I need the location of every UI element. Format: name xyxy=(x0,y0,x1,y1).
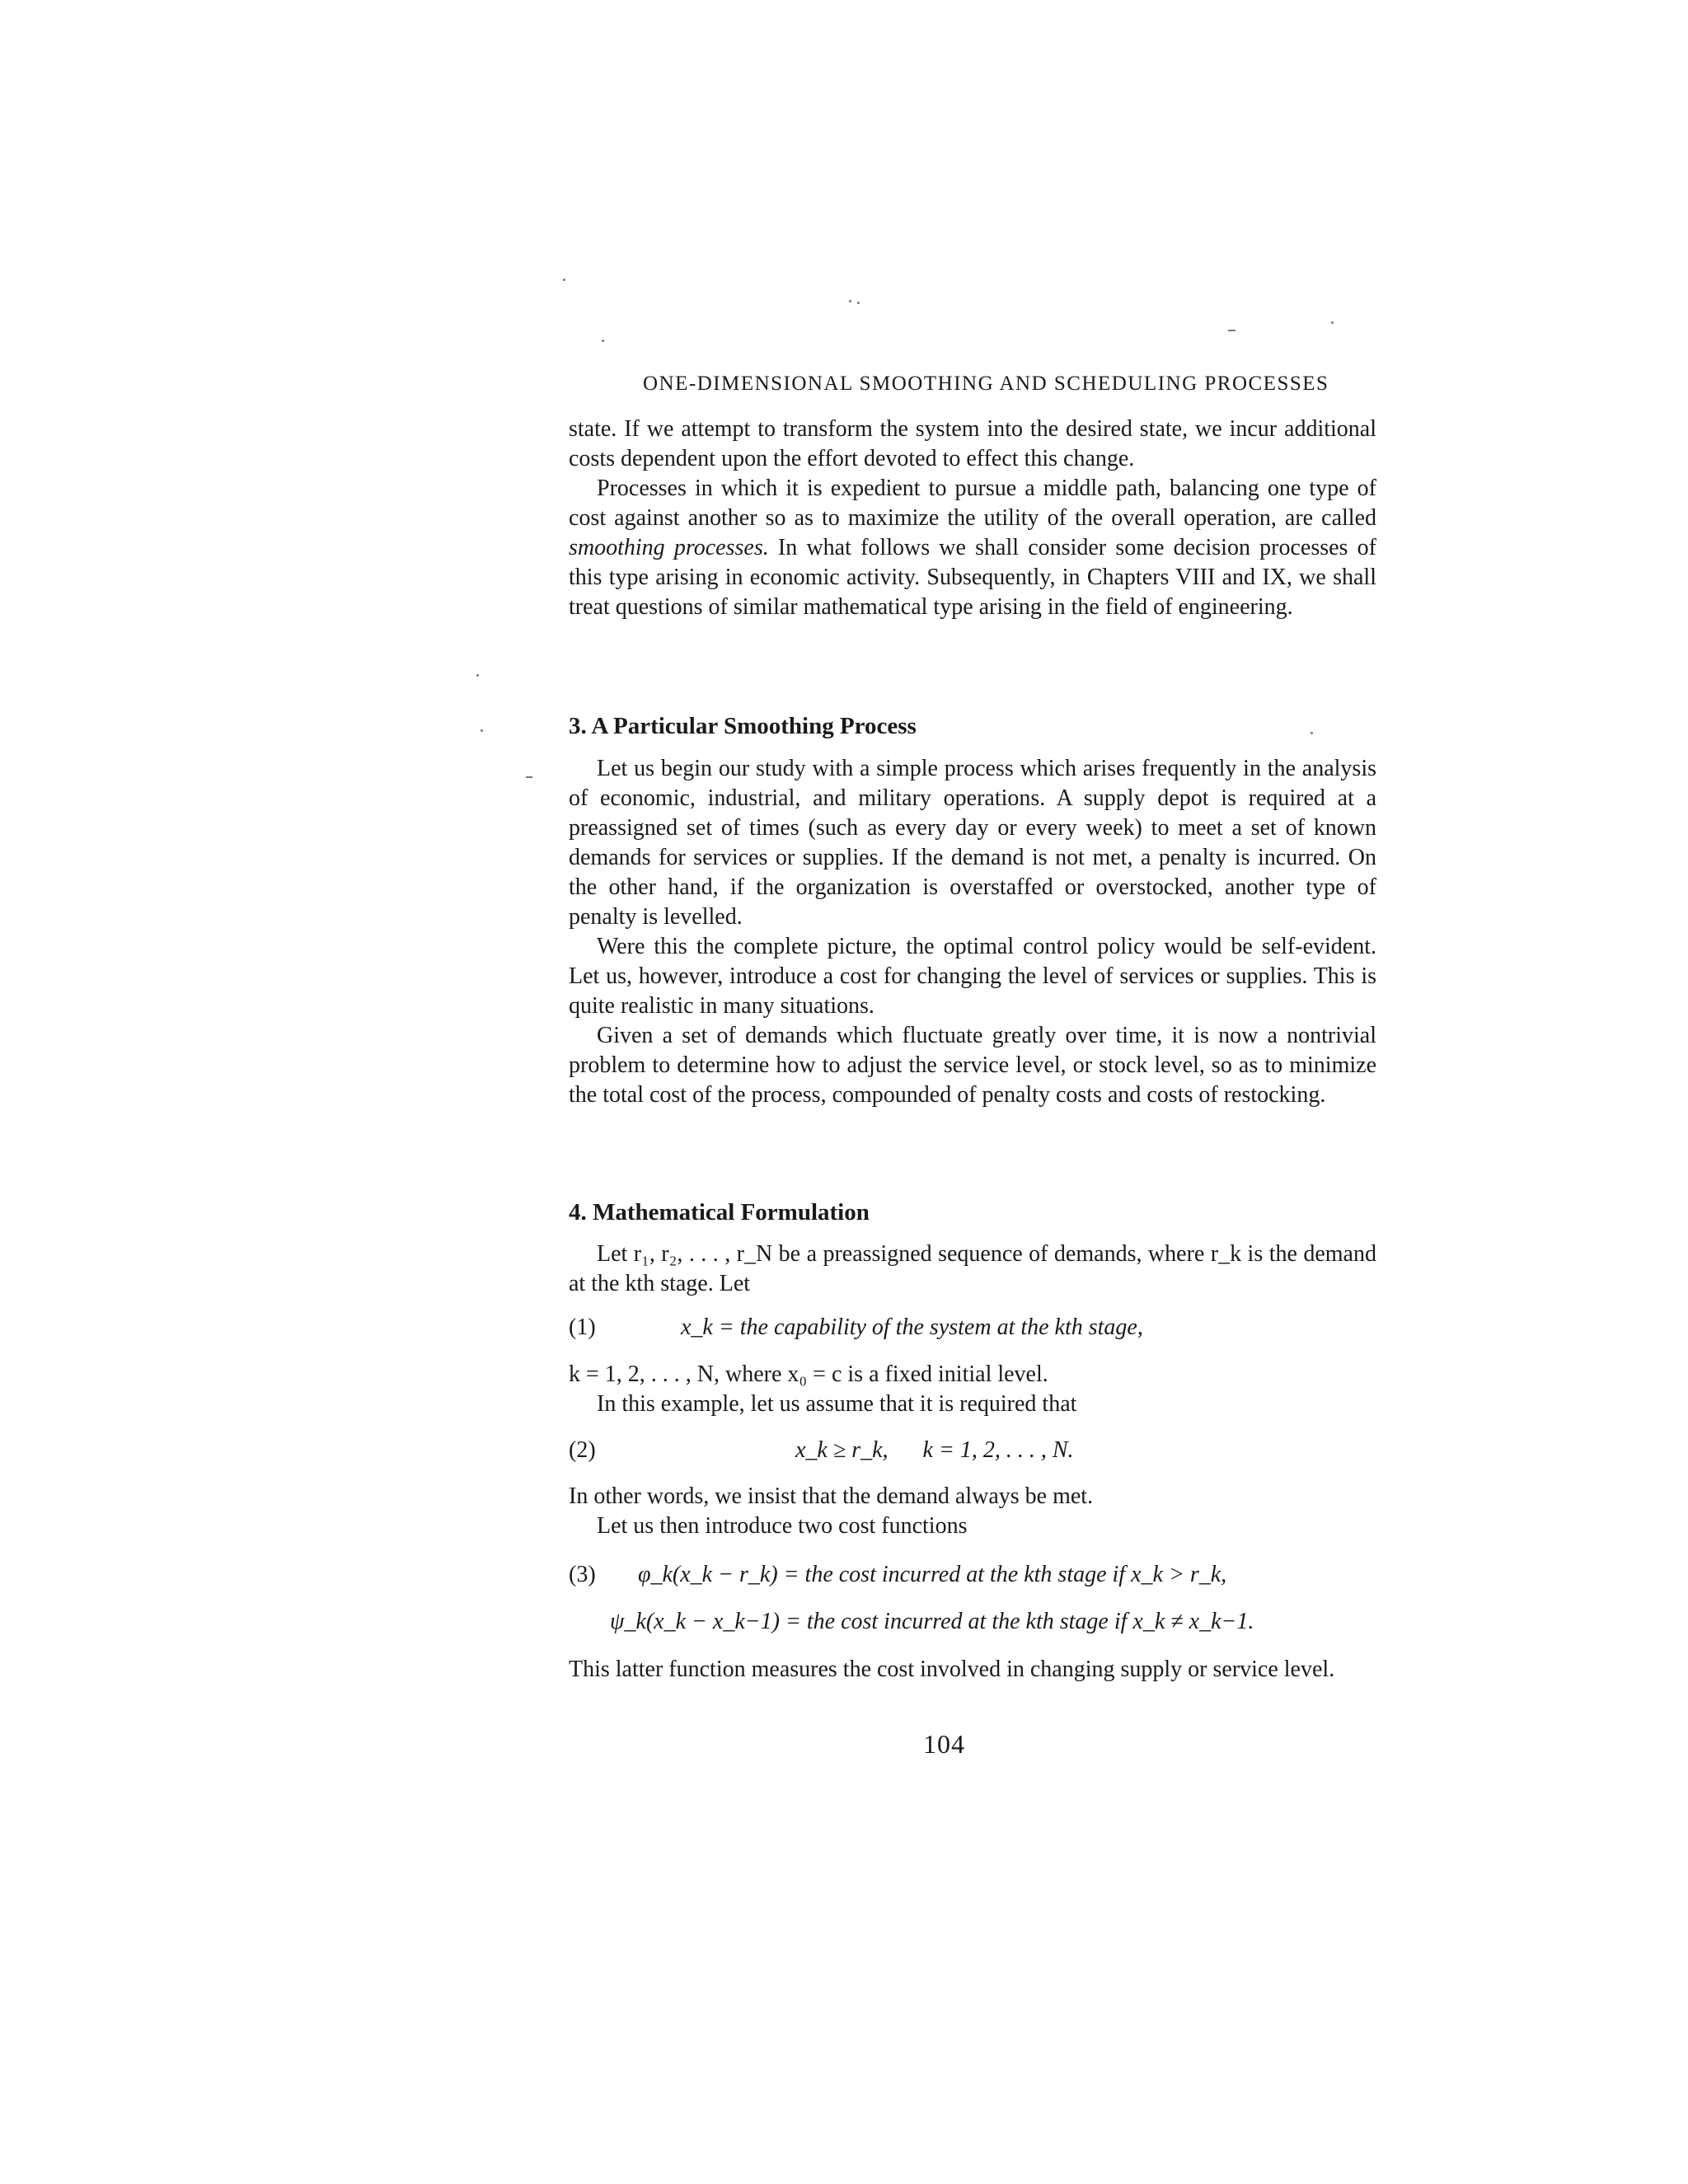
scan-speck xyxy=(526,776,532,778)
scan-speck xyxy=(849,300,851,302)
paragraph: state. If we attempt to transform the system into the desired state, we incur additional costs dependent upon the effort devoted to effect this change. xyxy=(569,416,1376,471)
paragraph: Were this the complete picture, the optimal control policy would be self-evident. Let us, however, introduce a cost for changing the level of services or supplies. This is quite realistic in many situations. xyxy=(569,934,1376,1019)
paragraph: Let us then introduce two cost functions xyxy=(597,1513,968,1539)
paragraph: Let us begin our study with a simple process which arises frequently in the analysis of economic, industrial, and military operations. A supply depot is required at a preassigned set of times (such as every day or every week) to meet a set of known demands for services or supplies. If the demand is not met, a penalty is incurred. On the other hand, if the organization is overstaffed or overstocked, another type of penalty is levelled. xyxy=(569,756,1376,930)
section-4-text xyxy=(569,1240,1376,1299)
scan-speck xyxy=(1331,321,1334,324)
text-run: In what follows we shall consider some decision processes of this type arising in economic activity. Subsequently, in Chapters VIII and IX, we shall treat questions of similar mathematical type arising in the field of engineering. xyxy=(569,535,1376,620)
paragraph: k = 1, 2, . . . , N, where x₀ = c is a fixed initial level. xyxy=(569,1361,1048,1387)
paragraph: Given a set of demands which fluctuate greatly over time, it is now a nontrivial problem to determine how to adjust the service level, or stock level, so as to minimize the total cost of the process, compounded of penalty costs and costs of restocking. xyxy=(569,1023,1376,1108)
paragraph: In other words, we insist that the demand always be met. xyxy=(569,1483,1094,1509)
intro-text xyxy=(569,415,1376,622)
scan-speck xyxy=(481,729,483,732)
section-heading-3: 3. A Particular Smoothing Process xyxy=(569,713,917,739)
section-heading-4: 4. Mathematical Formulation xyxy=(569,1199,870,1226)
section-3-text xyxy=(569,754,1376,1110)
scan-speck xyxy=(1228,330,1236,331)
scan-speck xyxy=(857,302,860,304)
equation-number: (3) xyxy=(569,1562,596,1587)
section-4-text xyxy=(569,1360,1376,1419)
paragraph: This latter function measures the cost involved in changing supply or service level. xyxy=(569,1657,1335,1682)
equation-body: φ_k(x_k − r_k) = the cost incurred at the kth stage if x_k > r_k, xyxy=(638,1562,1227,1587)
page-number: 104 xyxy=(923,1729,965,1759)
paragraph: Let r₁, r₂, . . . , r_N be a preassigned sequence of demands, where r_k is the demand at the kth stage. Let xyxy=(569,1241,1376,1296)
paragraph xyxy=(569,474,1376,622)
equation-body: x_k = the capability of the system at the kth stage, xyxy=(681,1315,1143,1340)
text-run: Processes in which it is expedient to pursue a middle path, balancing one type of cost against another so as to maximize the utility of the overall operation, are called xyxy=(569,476,1376,531)
section-4-text xyxy=(569,1655,1376,1685)
running-header: ONE-DIMENSIONAL SMOOTHING AND SCHEDULING PROCESSES xyxy=(643,373,1329,395)
equation-body: x_k ≥ r_k, k = 1, 2, . . . , N. xyxy=(795,1437,1074,1463)
scan-speck xyxy=(476,674,479,677)
paragraph: In this example, let us assume that it is required that xyxy=(597,1391,1077,1417)
scan-speck xyxy=(1311,732,1313,734)
section-4-text xyxy=(569,1482,1376,1541)
equation-number: (2) xyxy=(569,1437,596,1463)
equation-body: ψ_k(x_k − x_k−1) = the cost incurred at the kth stage if x_k ≠ x_k−1. xyxy=(610,1609,1254,1634)
emphasis-term: smoothing processes. xyxy=(569,535,769,560)
scan-speck xyxy=(602,340,604,342)
scan-speck xyxy=(563,279,565,281)
equation-number: (1) xyxy=(569,1315,596,1340)
